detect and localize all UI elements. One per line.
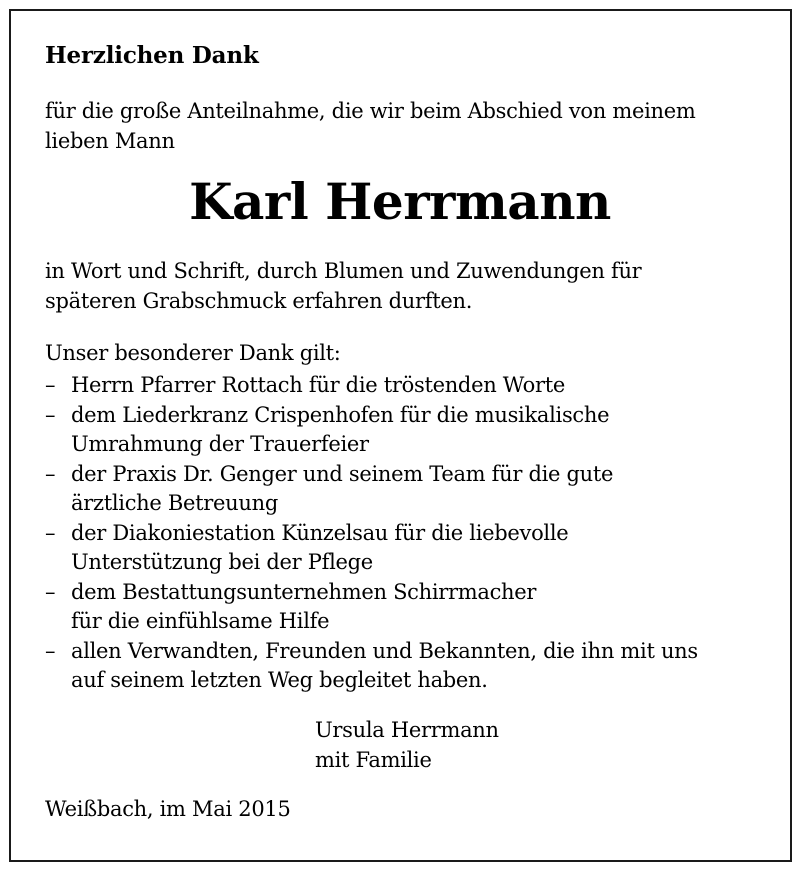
list-item-line: Unterstützung bei der Pflege — [71, 550, 373, 574]
list-item-line: der Praxis Dr. Genger und seinem Team für die gute — [71, 461, 614, 486]
list-item-line: dem Bestattungsunternehmen Schirrmacher — [71, 579, 537, 604]
list-item — [45, 519, 765, 578]
list-item-line: der Diakoniestation Künzelsau für die liebevolle — [71, 520, 569, 545]
deceased-name: Karl Herrmann — [189, 172, 611, 231]
dash-bullet: – — [45, 461, 56, 486]
dash-bullet: – — [45, 638, 56, 663]
intro-paragraph — [45, 97, 765, 156]
signature — [315, 716, 499, 775]
dash-bullet: – — [45, 373, 56, 397]
list-item-line: Umrahmung der Trauerfeier — [71, 432, 369, 456]
intro-line: für die große Anteilnahme, die wir beim Abschied von meinem — [45, 99, 696, 123]
signature-line: mit Familie — [315, 747, 432, 772]
list-item-line: allen Verwandten, Freunden und Bekannten, die ihn mit uns — [71, 638, 698, 663]
notice-heading: Herzlichen Dank — [45, 42, 259, 69]
dash-bullet: – — [45, 579, 56, 604]
dash-bullet: – — [45, 520, 56, 545]
list-item — [45, 401, 765, 460]
list-item — [45, 637, 765, 696]
list-item — [45, 371, 765, 401]
place-date: Weißbach, im Mai 2015 — [45, 797, 291, 821]
list-item — [45, 460, 765, 519]
list-item-line: für die einfühlsame Hilfe — [71, 609, 330, 633]
intro-line: lieben Mann — [45, 128, 175, 153]
list-item-line: ärztliche Betreuung — [71, 491, 278, 515]
list-item-line: Herrn Pfarrer Rottach für die tröstenden Worte — [71, 373, 566, 397]
body-line: späteren Grabschmuck erfahren durften. — [45, 288, 473, 313]
dash-bullet: – — [45, 402, 56, 427]
body-line: in Wort und Schrift, durch Blumen und Zuwendungen für — [45, 259, 642, 283]
thanks-intro: Unser besonderer Dank gilt: — [45, 341, 341, 365]
list-item-line: dem Liederkranz Crispenhofen für die musikalische — [71, 402, 610, 427]
list-item — [45, 578, 765, 637]
thanks-list — [45, 371, 765, 696]
body-paragraph — [45, 257, 765, 316]
list-item-line: auf seinem letzten Weg begleitet haben. — [71, 668, 488, 692]
signature-line: Ursula Herrmann — [315, 718, 499, 742]
